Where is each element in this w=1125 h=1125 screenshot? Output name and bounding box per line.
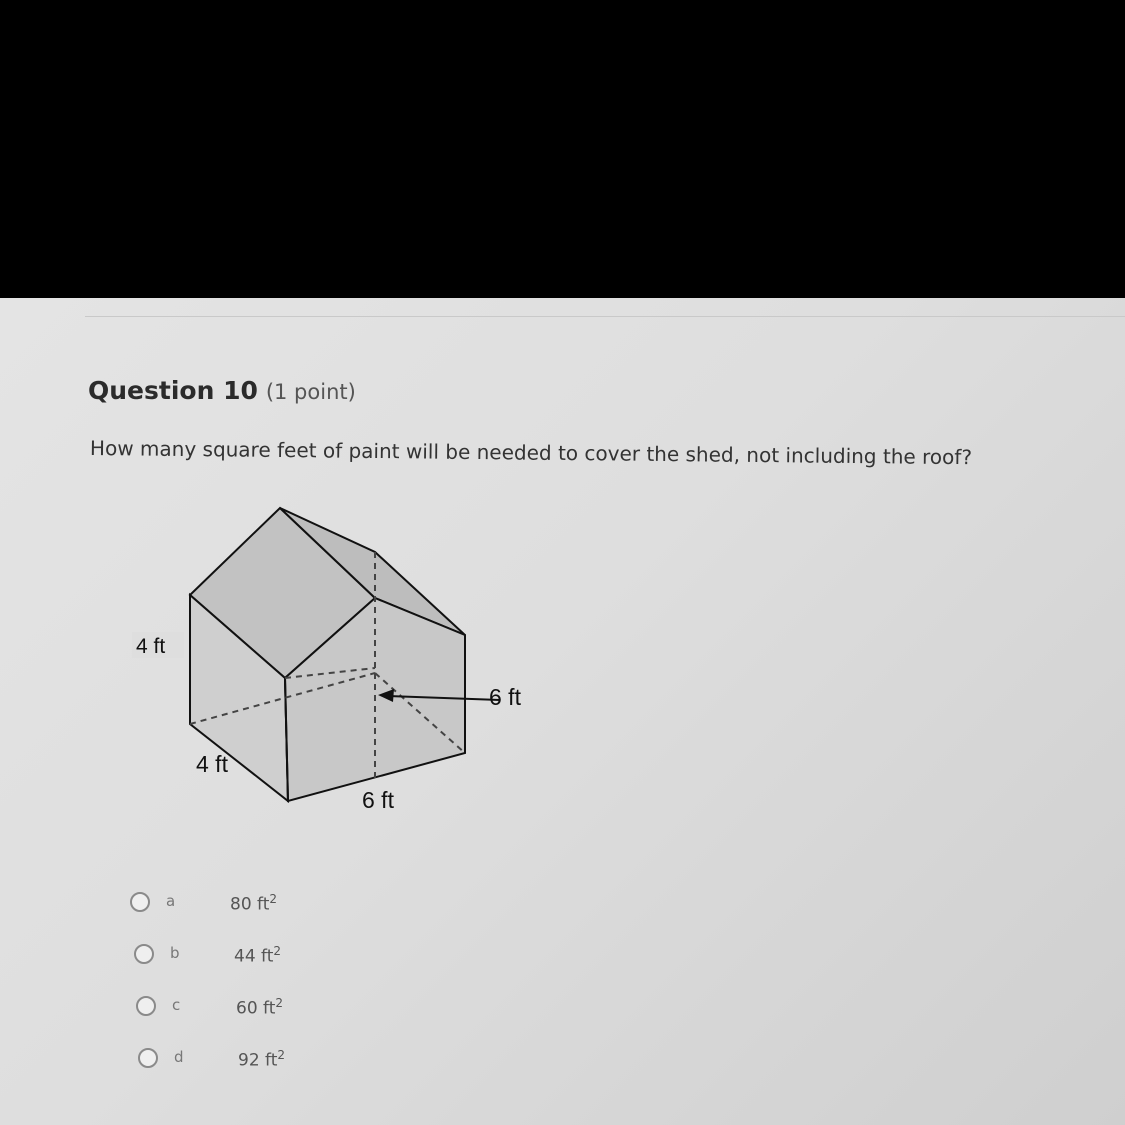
option-value: 44 $ft^2$ [234,944,282,967]
option-letter: b [170,944,180,962]
option-letter: a [166,892,176,910]
option-a[interactable] [130,888,450,928]
radio-button-c[interactable] [136,996,156,1016]
left-height-label: 4 ft [136,635,166,658]
depth-label: 6 ft [362,787,394,813]
right-height-label: 6 ft [489,684,521,710]
option-value: 92 $ft^2$ [238,1048,286,1071]
option-c[interactable] [136,992,456,1032]
question-points: (1 point) [265,380,356,404]
quiz-screen [0,298,1125,1125]
option-letter: c [172,996,181,1014]
radio-button-d[interactable] [138,1048,158,1068]
option-b[interactable] [134,940,454,980]
option-value: 80 $ft^2$ [230,892,278,915]
option-letter: d [174,1048,184,1066]
question-text: How many square feet of paint will be needed to cover the shed, not including the roof? [89,436,973,470]
camera-dark-region [0,0,1125,298]
radio-button-a[interactable] [130,892,150,912]
front-width-label: 4 ft [196,751,228,777]
question-title: Question 10 [88,376,258,405]
question-header [88,376,356,405]
option-d[interactable] [138,1044,458,1084]
radio-button-b[interactable] [134,944,154,964]
divider-line [85,316,1125,317]
shed-diagram [120,488,580,828]
option-value: 60 $ft^2$ [236,996,284,1019]
